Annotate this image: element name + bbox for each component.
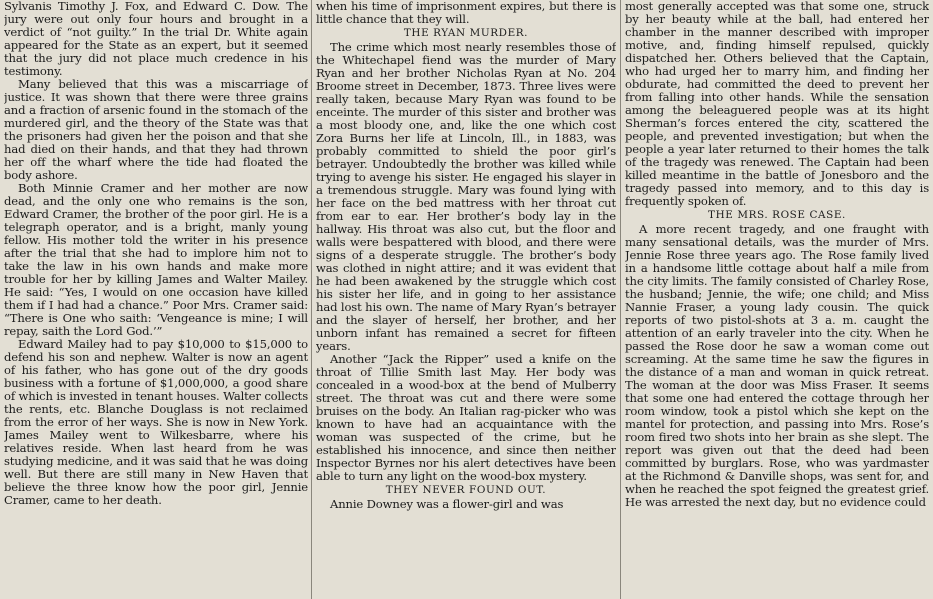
paragraph: Both Minnie Cramer and her mother are now dead, and the only one who remains is the son, Edward Cramer, the brother of the poor girl. He is a telegraph operator, and is a bright, manly young fellow. His mother told the writer in his presence after the trial that she had to implore him not to take the law in his own hands and make more trouble for her by killing James and Walter Mailey. He said: “Yes, I would on one occasion have killed them if I had had a chance.” Poor Mrs. Cramer said: “There is One who saith: ‘Vengeance is mine; I will repay, saith the Lord God.’”: [4, 181, 308, 338]
section-heading: THEY NEVER FOUND OUT.: [385, 484, 547, 496]
column-rule: [311, 0, 312, 599]
paragraph: Sylvanis Timothy J. Fox, and Edward C. Dow. The jury were out only four hours and brought in a verdict of “not guilty.” In the trial Dr. White again appeared for the State as an expert, but it seemed that the jury did not place much credence in his testimony.: [4, 0, 308, 78]
paragraph: The crime which most nearly resembles those of the Whitechapel fiend was the murder of Mary Ryan and her brother Nicholas Ryan at No. 204 Broome street in December, 1873. Three lives were really taken, because Mary Ryan was found to be enceinte. The murder of this sister and brother was a most bloody one, and, like the one which cost Zora Burns her life at Lincoln, Ill., in 1883, was probably committed to shield the poor girl’s betrayer. Undoubtedly the brother was killed while trying to avenge his sister. He engaged his slayer in a tremendous struggle. Mary was found lying with her face on the bed mattress with her throat cut from ear to ear. Her brother’s body lay in the hallway. His throat was also cut, but the floor and walls were bespattered with blood, and there were signs of a desperate struggle. The brother’s body was clothed in night attire; and it was evident that he had been awakened by the struggle which cost his sister her life, and in going to her assistance had lost his own. The name of Mary Ryan’s betrayer and the slayer of herself, her brother, and her unborn infant has remained a secret for fifteen years.: [316, 40, 616, 353]
paragraph: Another “Jack the Ripper” used a knife on the throat of Tillie Smith last May. Her body was concealed in a wood-box at the bend of Mulberry street. The throat was cut and there were some bruises on the body. An Italian rag-picker who was known to have had an acquaintance with the woman was suspected of the crime, but he established his innocence, and since then neither Inspector Byrnes nor his alert detectives have been able to turn any light on the wood-box mystery.: [316, 352, 616, 483]
section-heading: THE RYAN MURDER.: [403, 27, 529, 39]
paragraph: when his time of imprisonment expires, but there is little chance that they will.: [316, 0, 616, 26]
paragraph: Many believed that this was a miscarriage of justice. It was shown that there were three grains and a fraction of arsenic found in the stomach of the murdered girl, and the theory of the State was that the prisoners had given her the poison and that she had died on their hands, and that they had thrown her off the wharf where the tide had floated the body ashore.: [4, 77, 308, 182]
article-column-3: [625, 0, 929, 599]
paragraph: A more recent tragedy, and one fraught with many sensational details, was the murder of Mrs. Jennie Rose three years ago. The Rose family lived in a handsome little cottage about half a mile from the city limits. The family consisted of Charley Rose, the husband; Jennie, the wife; one child; and Miss Nannie Fraser, a young lady cousin. The quick reports of two pistol-shots at 3 a. m. caught the attention of an early traveler into the city. When he passed the Rose door he saw a woman come out screaming. At the same time he saw the figures in the distance of a man and woman in quick retreat. The woman at the door was Miss Fraser. It seems that some one had entered the cottage through her room window, took a pistol which she kept on the mantel for protection, and passing into Mrs. Rose’s room fired two shots into her brain as she slept. The report was given out that the deed had been committed by burglars. Rose, who was yardmaster at the Richmond & Danville shops, was sent for, and when he reached the spot feigned the greatest grief. He was arrested the next day, but no evidence could: [625, 222, 929, 509]
paragraph: Edward Mailey had to pay $10,000 to $15,000 to defend his son and nephew. Walter is now an agent of his father, who has gone out of the dry goods business with a fortune of $1,000,000, a good share of which is invested in tenant houses. Walter collects the rents, etc. Blanche Douglass is not reclaimed from the error of her ways. She is now in New York. James Mailey went to Wilkesbarre, where his relatives reside. When last heard from he was studying medicine, and it was said that he was doing well. But there are still many in New Haven that believe the three know how the poor girl, Jennie Cramer, came to her death.: [4, 337, 308, 507]
paragraph: Annie Downey was a flower-girl and was: [330, 497, 564, 511]
column-rule: [620, 0, 621, 599]
section-heading: THE MRS. ROSE CASE.: [708, 209, 846, 221]
article-column-2: [316, 0, 616, 599]
article-column-1: [4, 0, 308, 599]
paragraph: most generally accepted was that some one, struck by her beauty while at the ball, had entered her chamber in the manner described with improper motive, and, finding himself repulsed, quickly dispatched her. Others believed that the Captain, who had urged her to marry him, and finding her obdurate, had committed the deed to prevent her from falling into other hands. While the sensation among the beleaguered people was at its hight Sherman’s forces entered the city, scattered the people, and prevented investigation; but when the people a year later returned to their homes the talk of the tragedy was renewed. The Captain had been killed meantime in the battle of Jonesboro and the tragedy passed into memory, and to this day is frequently spoken of.: [625, 0, 929, 208]
